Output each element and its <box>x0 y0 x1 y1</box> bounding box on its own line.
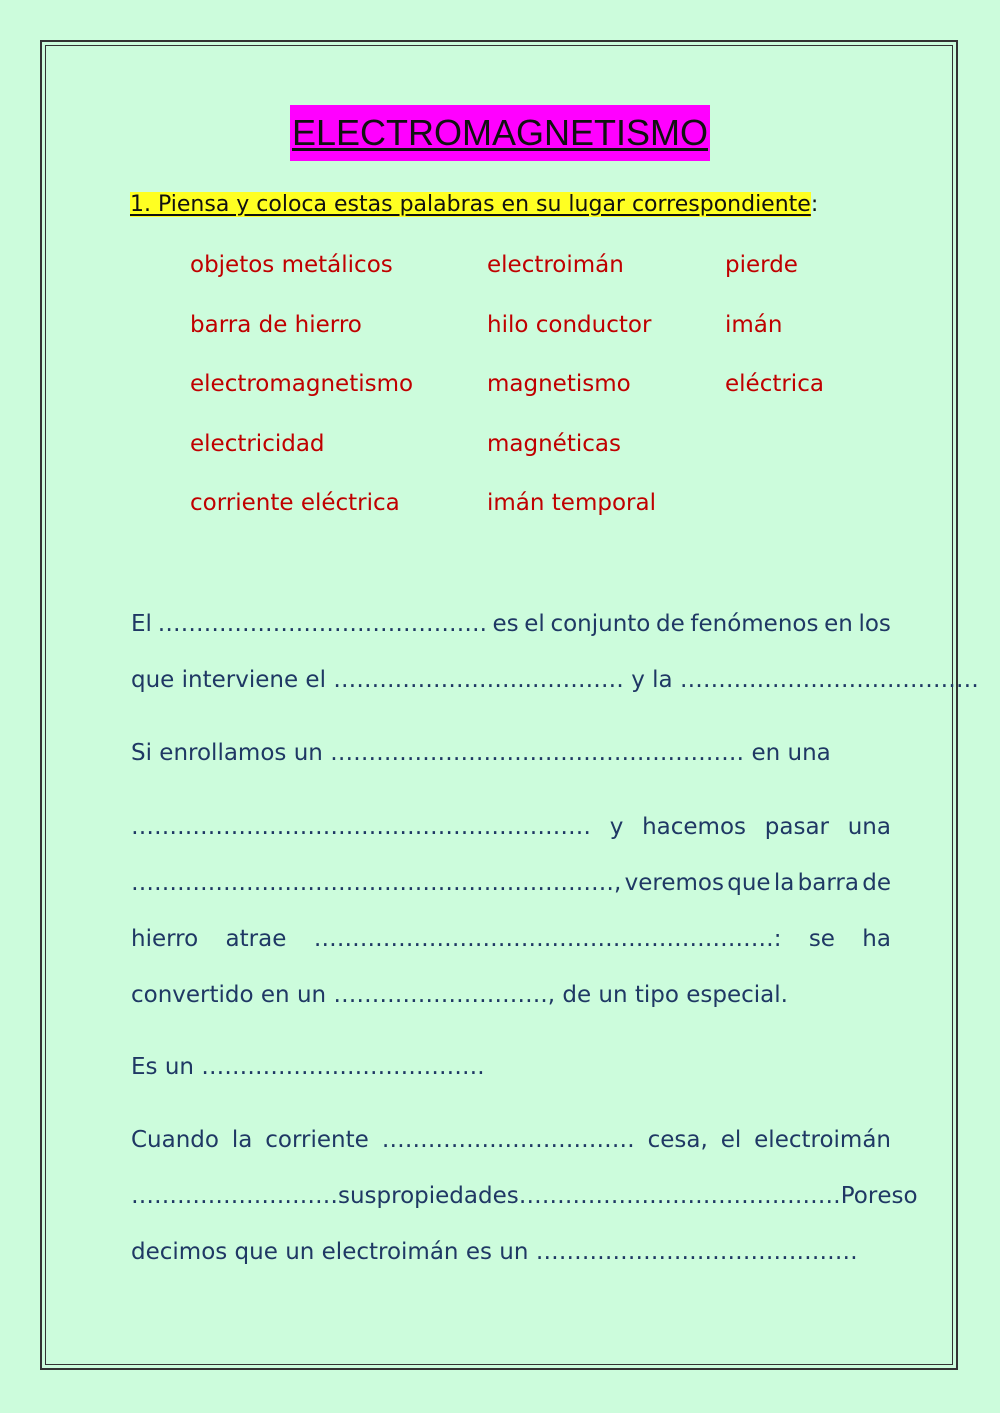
word: Cuando <box>131 1127 219 1153</box>
word-bank-item[interactable]: pierde <box>725 252 798 278</box>
paragraph-2-continued <box>131 799 891 1023</box>
justified-line <box>131 1168 918 1224</box>
word: que <box>727 870 771 896</box>
word: corriente <box>265 1127 369 1153</box>
blank-field[interactable]: …………………………………………………… <box>131 814 591 840</box>
word: conjunto <box>550 611 651 637</box>
word: se <box>808 926 835 952</box>
justified-line <box>131 911 891 967</box>
word: cesa, <box>647 1127 708 1153</box>
word: hacemos <box>642 814 747 840</box>
word: eso <box>877 1183 918 1209</box>
instruction <box>130 190 818 220</box>
word: atrae <box>225 926 287 952</box>
word: y <box>609 814 624 840</box>
title-container <box>0 105 1000 161</box>
blank-field[interactable]: ………………………………………………………, <box>131 870 622 896</box>
word-bank-item[interactable]: barra de hierro <box>190 311 362 338</box>
justified-line <box>131 799 891 855</box>
word-bank-item[interactable]: objetos metálicos <box>190 252 393 278</box>
blank-field[interactable]: ……………………………………. <box>157 611 487 637</box>
text-line: Es un ………………………………. <box>131 1054 485 1080</box>
word-bank-item[interactable]: electricidad <box>190 430 325 457</box>
word: pasar <box>764 814 829 840</box>
word: Por <box>840 1183 878 1209</box>
instruction-text: 1. Piensa y coloca estas palabras en su lugar correspondiente <box>130 192 811 217</box>
instruction-colon: : <box>810 192 819 217</box>
word-bank-item[interactable]: imán temporal <box>487 490 656 516</box>
word: de <box>862 870 891 896</box>
word-bank-item[interactable]: electroimán <box>487 252 624 278</box>
word-bank-item[interactable]: hilo conductor <box>487 311 652 338</box>
word: los <box>858 611 891 637</box>
word: fenómenos <box>690 611 819 637</box>
paragraph-3 <box>131 1039 891 1095</box>
word: veremos <box>624 870 724 896</box>
word: de <box>656 611 685 637</box>
word: electroimán <box>754 1127 891 1153</box>
word: barra <box>797 870 859 896</box>
page-title: ELECTROMAGNETISMO <box>290 105 710 161</box>
word-bank-item[interactable]: magnéticas <box>487 430 621 457</box>
word: es <box>492 611 519 637</box>
word: propiedades <box>376 1183 519 1209</box>
word: el <box>720 1127 742 1153</box>
word-bank-item[interactable]: magnetismo <box>487 371 631 397</box>
word: sus <box>338 1183 377 1209</box>
justified-line <box>131 596 891 652</box>
word: hierro <box>131 926 199 952</box>
blank-field[interactable]: ……………………… <box>131 1183 338 1209</box>
word: El <box>131 611 152 637</box>
text-line: Si enrollamos un ……………………………………………… en una <box>131 740 831 766</box>
justified-line <box>131 1112 891 1168</box>
paragraph-1 <box>131 596 979 708</box>
blank-field[interactable]: ……………………………………………………: <box>313 926 782 952</box>
text-line: decimos que un electroimán es un …………………………………… <box>131 1239 858 1265</box>
paragraph-4 <box>131 1112 918 1280</box>
word: ha <box>862 926 891 952</box>
word-bank-item[interactable]: corriente eléctrica <box>190 490 400 516</box>
word-bank-item[interactable]: electromagnetismo <box>190 371 414 397</box>
word-bank-item[interactable]: imán <box>725 311 783 338</box>
word: el <box>524 611 545 637</box>
word-bank-item[interactable]: eléctrica <box>725 371 824 397</box>
word: la <box>231 1127 253 1153</box>
justified-line <box>131 855 891 911</box>
word: una <box>847 814 891 840</box>
blank-field[interactable]: …………………………………… <box>518 1183 841 1209</box>
text-line: convertido en un ………………………., de un tipo especial. <box>131 982 788 1008</box>
paragraph-2 <box>131 725 891 781</box>
blank-field[interactable]: …………………………… <box>381 1127 635 1153</box>
word: en <box>824 611 853 637</box>
word: la <box>773 870 795 896</box>
text-line: que interviene el ……………………..………… y la ………………………………… <box>131 667 979 693</box>
